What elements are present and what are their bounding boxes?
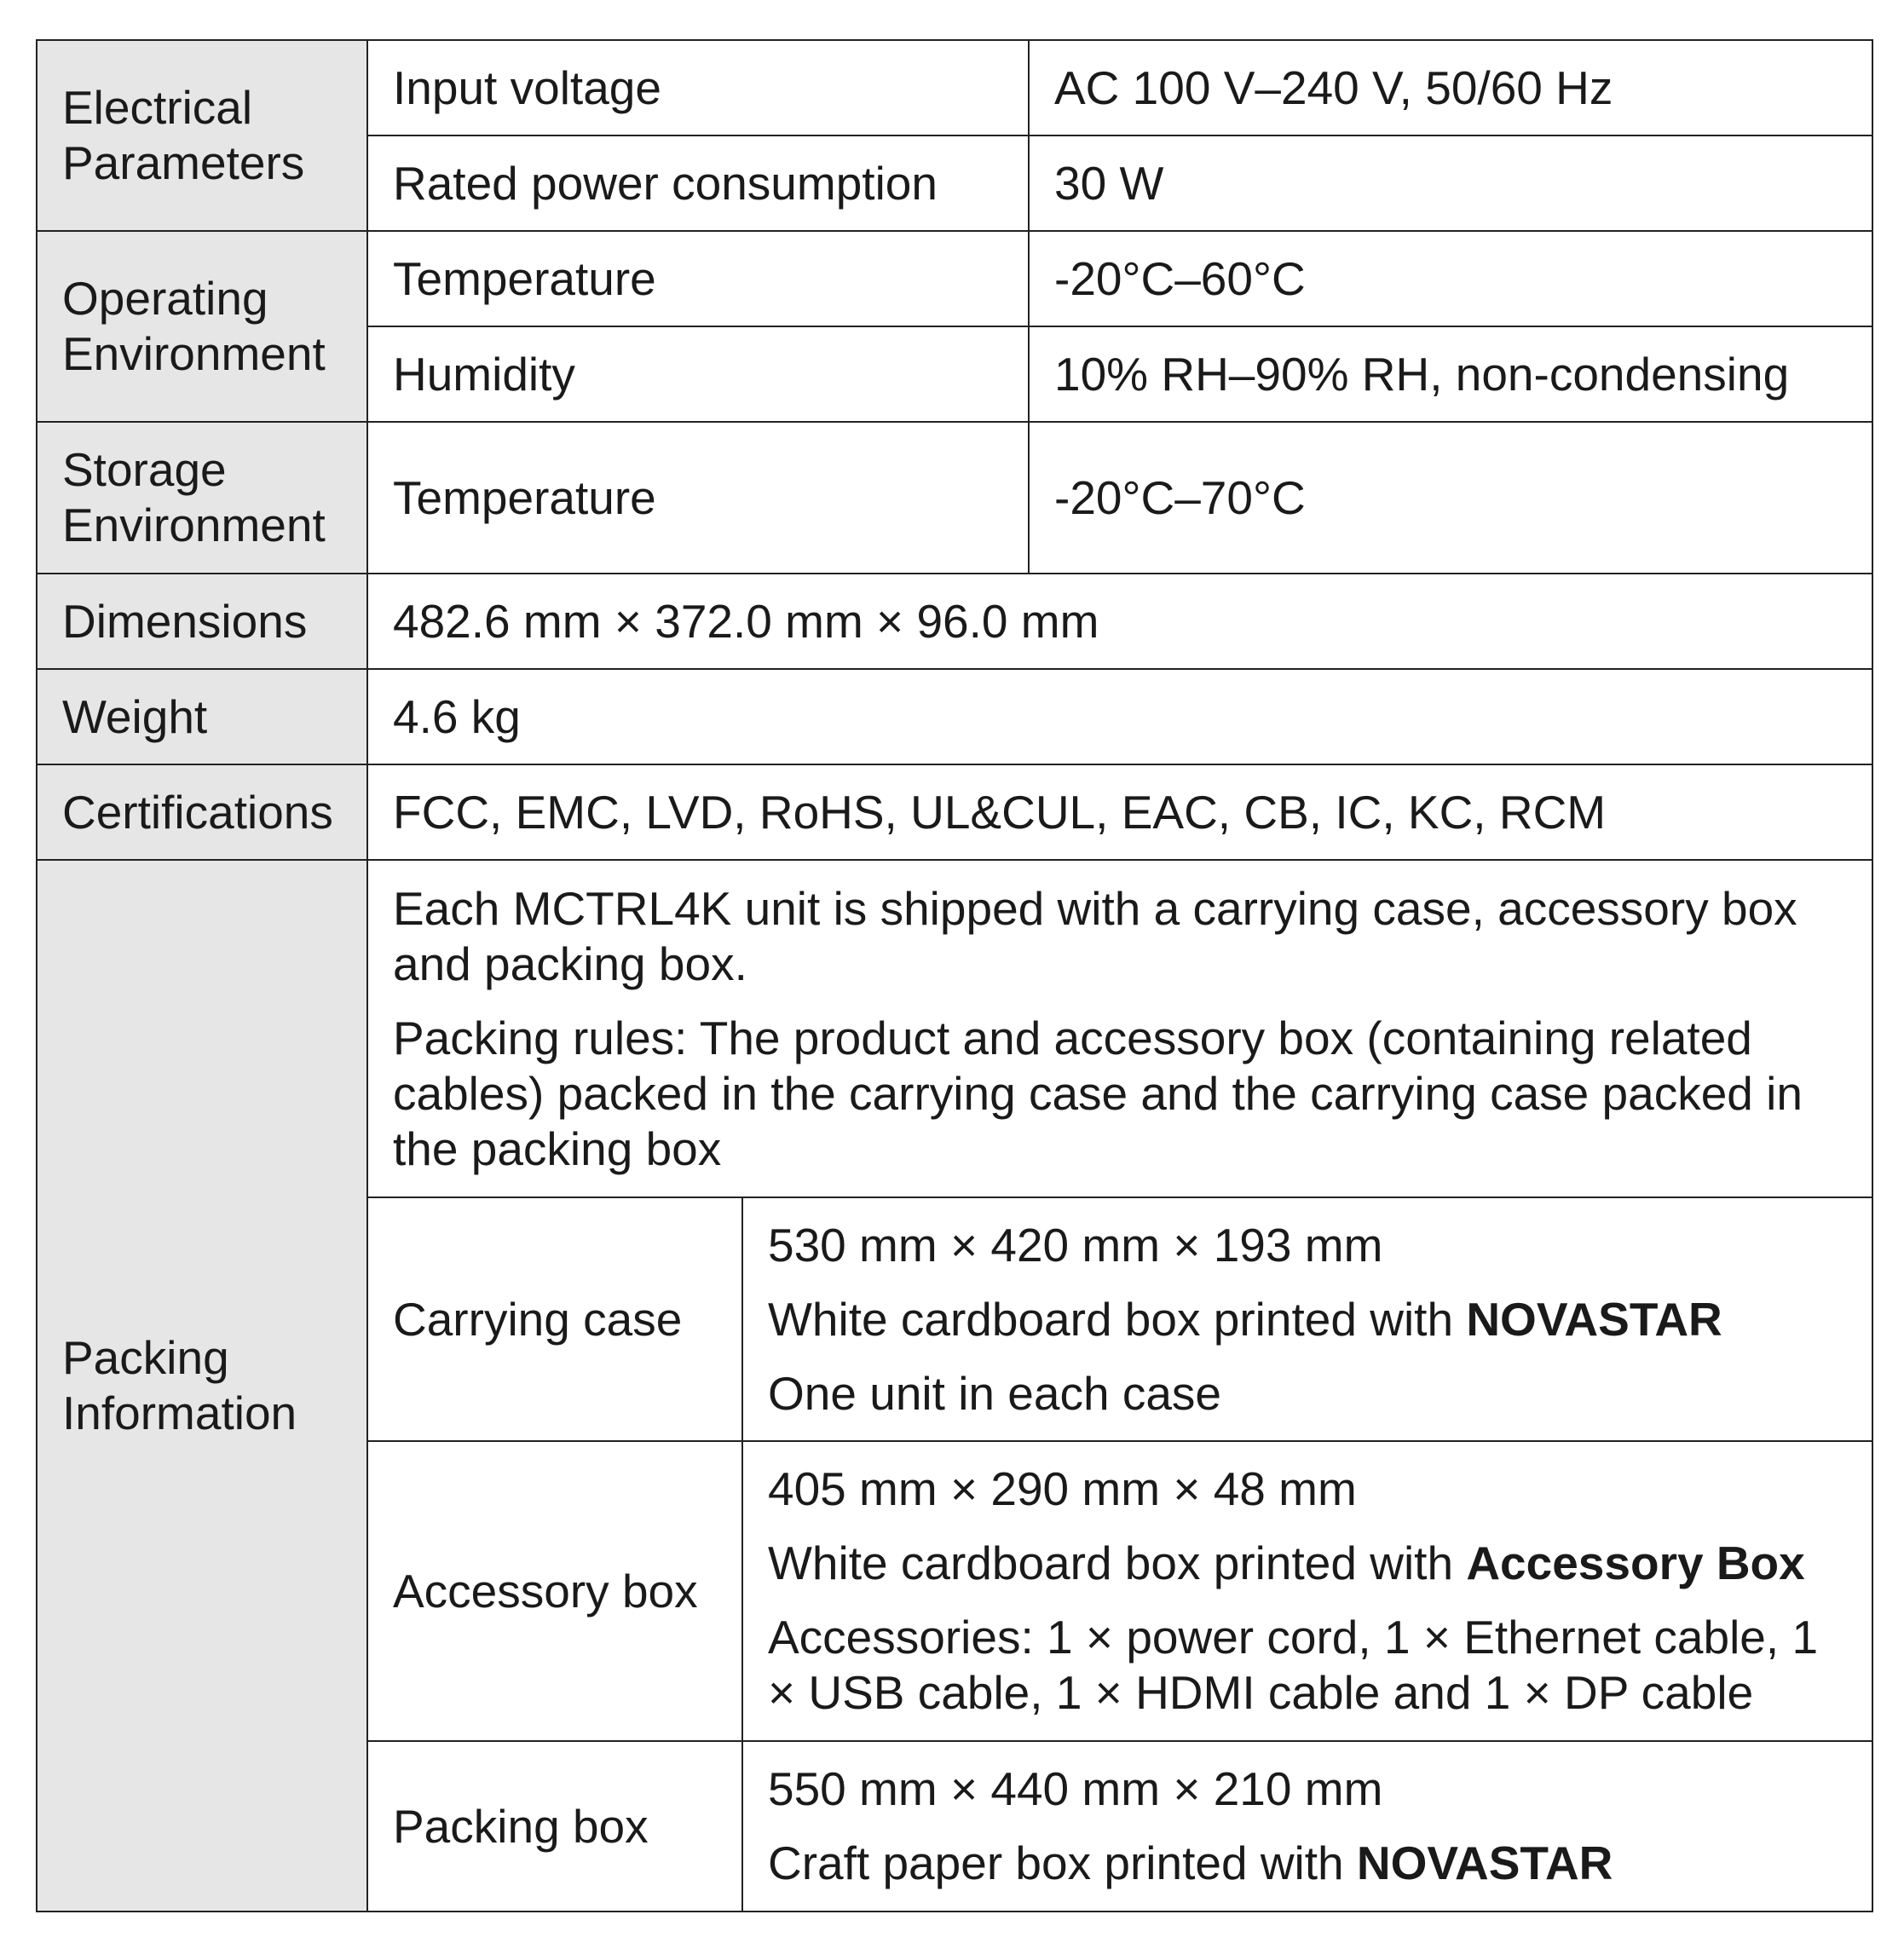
value-humidity: 10% RH–90% RH, non-condensing (1029, 326, 1872, 422)
packing-intro: Each MCTRL4K unit is shipped with a carrying case, accessory box and packing box. (393, 881, 1797, 990)
label-weight: Weight (37, 669, 367, 764)
carrying-case-size: 530 mm × 420 mm × 193 mm (768, 1218, 1383, 1271)
brand-name: NOVASTAR (1466, 1292, 1722, 1346)
value-weight: 4.6 kg (367, 669, 1872, 764)
category-packing-information: Packing Information (37, 860, 367, 1912)
label-accessory-box: Accessory box (367, 1441, 742, 1741)
label-rated-power: Rated power consumption (367, 136, 1029, 231)
accessory-box-size: 405 mm × 290 mm × 48 mm (768, 1462, 1357, 1515)
value-operating-temperature: -20°C–60°C (1029, 231, 1872, 326)
table-row (37, 669, 1872, 764)
label-dimensions: Dimensions (37, 574, 367, 669)
value-carrying-case (742, 1197, 1872, 1441)
packing-box-print: Craft paper box printed with NOVASTAR (768, 1837, 1613, 1889)
label-operating-temperature: Temperature (367, 231, 1029, 326)
accessory-box-print: White cardboard box printed with Accessory Box (768, 1537, 1805, 1589)
packing-description (367, 860, 1872, 1197)
spec-table (36, 39, 1873, 1912)
accessory-box-note: Accessories: 1 × power cord, 1 × Ethernet cable, 1 × USB cable, 1 × HDMI cable and 1 × DP cable (768, 1611, 1819, 1719)
value-accessory-box (742, 1441, 1872, 1741)
brand-name: Accessory Box (1466, 1537, 1805, 1589)
value-certifications: FCC, EMC, LVD, RoHS, UL&CUL, EAC, CB, IC, KC, RCM (367, 764, 1872, 860)
packing-rules: Packing rules: The product and accessory box (containing related cables) packed in the carrying case and the carrying case packed in the packing box (393, 1011, 1803, 1175)
label-input-voltage: Input voltage (367, 40, 1029, 136)
category-storage-environment: Storage Environment (37, 422, 367, 574)
value-packing-box (742, 1741, 1872, 1912)
carrying-case-note: One unit in each case (768, 1366, 1222, 1420)
value-rated-power: 30 W (1029, 136, 1872, 231)
value-storage-temperature: -20°C–70°C (1029, 422, 1872, 574)
table-row (37, 422, 1872, 574)
label-storage-temperature: Temperature (367, 422, 1029, 574)
category-electrical: Electrical Parameters (37, 40, 367, 231)
carrying-case-print: White cardboard box printed with NOVASTAR (768, 1292, 1722, 1346)
label-packing-box: Packing box (367, 1741, 742, 1912)
packing-box-size: 550 mm × 440 mm × 210 mm (768, 1762, 1383, 1815)
table-row (37, 40, 1872, 136)
label-certifications: Certifications (37, 764, 367, 860)
brand-name: NOVASTAR (1356, 1837, 1613, 1889)
table-row (37, 574, 1872, 669)
label-carrying-case: Carrying case (367, 1197, 742, 1441)
value-input-voltage: AC 100 V–240 V, 50/60 Hz (1029, 40, 1872, 136)
table-row (37, 860, 1872, 1197)
table-row (37, 231, 1872, 326)
label-humidity: Humidity (367, 326, 1029, 422)
category-operating-environment: Operating Environment (37, 231, 367, 422)
table-row (37, 764, 1872, 860)
value-dimensions: 482.6 mm × 372.0 mm × 96.0 mm (367, 574, 1872, 669)
